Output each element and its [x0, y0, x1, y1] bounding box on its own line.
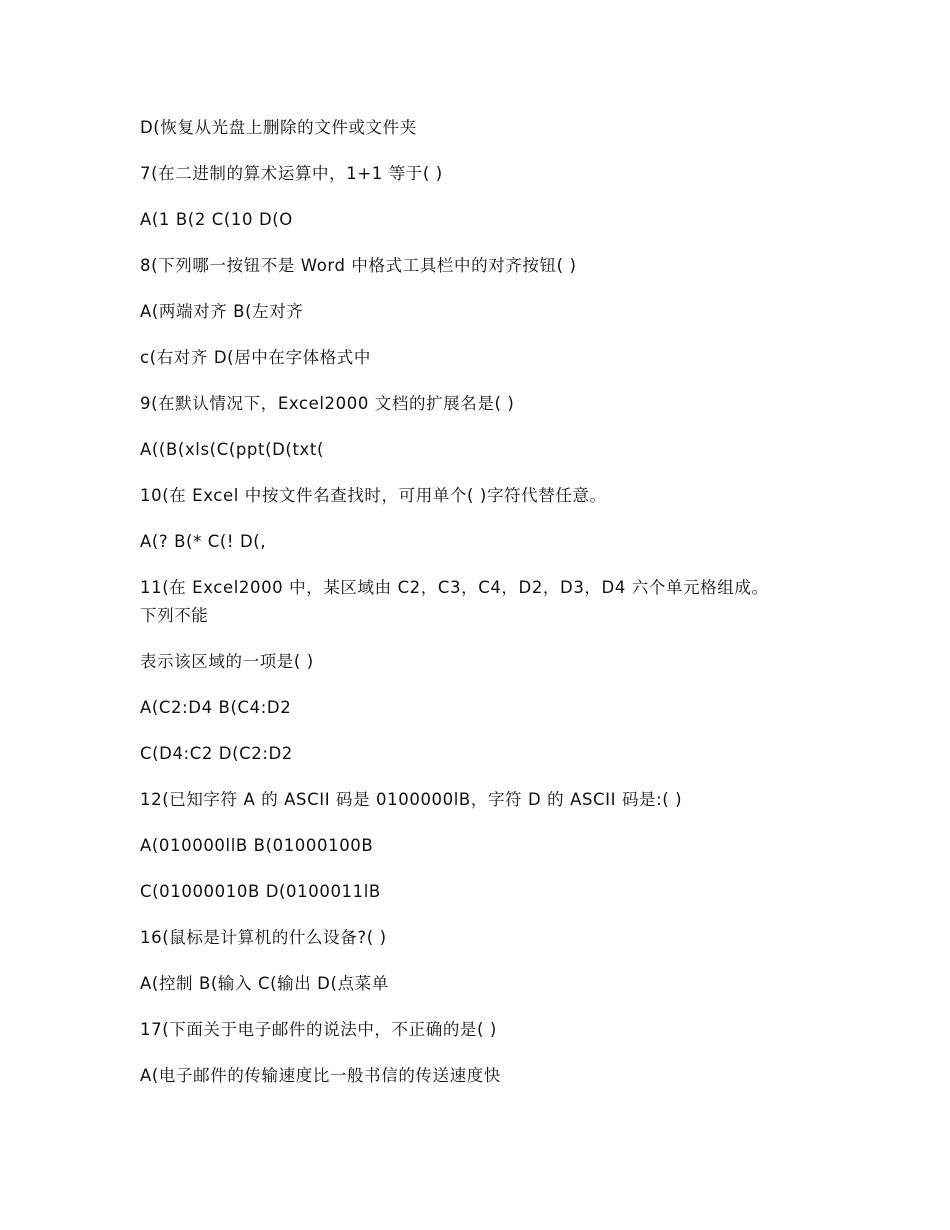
question-11-continued: 表示该区域的一项是( ) [140, 652, 314, 671]
options-q8-ab: A(两端对齐 B(左对齐 [140, 302, 304, 321]
document-body [140, 114, 810, 1108]
question-8: 8(下列哪一按钮不是 Word 中格式工具栏中的对齐按钮( ) [140, 256, 577, 275]
options-q10: A(? B(* C(! D(, [140, 532, 267, 551]
question-7: 7(在二进制的算术运算中，1+1 等于( ) [140, 164, 443, 183]
options-q12-cd: C(01000010B D(0100011lB [140, 882, 381, 901]
question-16: 16(鼠标是计算机的什么设备?( ) [140, 928, 387, 947]
question-12: 12(已知字符 A 的 ASCII 码是 0100000lB，字符 D 的 ASCII 码是:( ) [140, 790, 683, 809]
options-q12-ab: A(010000llB B(01000100B [140, 836, 374, 855]
question-10: 10(在 Excel 中按文件名查找时，可用单个( )字符代替任意。 [140, 486, 607, 505]
option-q17-a: A(电子邮件的传输速度比一般书信的传送速度快 [140, 1066, 501, 1085]
option-line: D(恢复从光盘上删除的文件或文件夹 [140, 118, 417, 137]
options-q7: A(1 B(2 C(10 D(O [140, 210, 293, 229]
options-q11-cd: C(D4:C2 D(C2:D2 [140, 744, 293, 763]
options-q9: A((B(xls(C(ppt(D(txt( [140, 440, 324, 459]
question-11-line-1: 11(在 Excel2000 中，某区域由 C2，C3，C4，D2，D3，D4 六个单元格组成。 [140, 578, 769, 597]
question-17: 17(下面关于电子邮件的说法中，不正确的是( ) [140, 1020, 497, 1039]
question-11 [140, 574, 810, 648]
question-9: 9(在默认情况下，Excel2000 文档的扩展名是( ) [140, 394, 515, 413]
question-11-line-2: 下列不能 [140, 606, 209, 625]
options-q8-cd: c(右对齐 D(居中在字体格式中 [140, 348, 371, 367]
options-q16: A(控制 B(输入 C(输出 D(点菜单 [140, 974, 389, 993]
options-q11-ab: A(C2:D4 B(C4:D2 [140, 698, 292, 717]
